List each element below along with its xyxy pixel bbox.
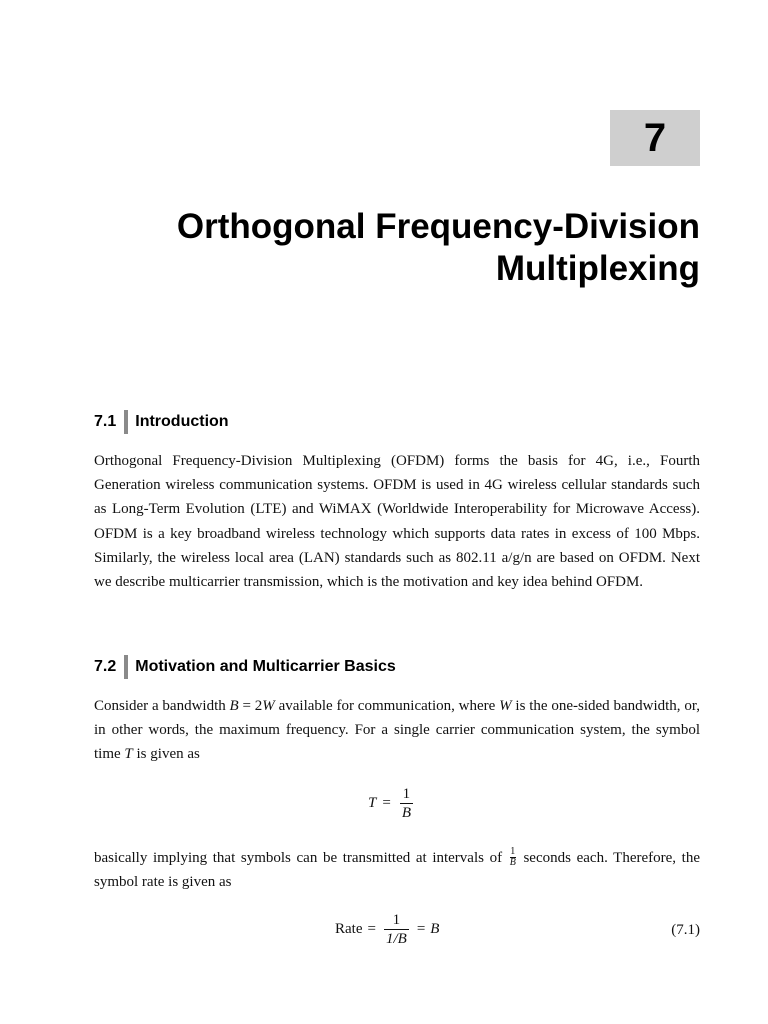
text-run: basically implying that symbols can be transmitted at intervals of [94,850,508,866]
equals-sign: = [382,795,391,811]
text-run: seconds each. Therefore, the symbol rate is given as [94,850,701,891]
fraction-denominator: B [401,805,411,821]
motivation-paragraph [94,694,700,767]
section-divider-bar [124,410,128,434]
text-run: available for communication, where [274,698,500,714]
math-symbol: B [229,698,239,714]
math-symbol: W [499,698,512,714]
equation-number: (7.1) [671,922,700,938]
section-heading-7-2 [94,655,396,679]
text-run: is given as [132,746,200,763]
section-title: Motivation and Multicarrier Basics [135,658,396,675]
chapter-number-box [610,110,700,166]
section-number: 7.1 [94,413,117,430]
chapter-title [60,206,700,290]
fraction-numerator: 1 [510,846,516,858]
section-divider-bar [124,655,128,679]
chapter-number: 7 [643,115,667,160]
section-number: 7.2 [94,658,117,675]
interval-paragraph [94,846,700,894]
chapter-title-line2: Multiplexing [495,249,700,288]
equation-symbol-rate [335,912,439,947]
text-run: = 2 [238,698,263,714]
fraction-numerator: 1 [402,786,411,802]
math-symbol: T [124,746,133,763]
fraction-denominator: B [509,857,516,869]
equals-sign: = [367,921,376,937]
equation-rhs: B [430,921,440,937]
intro-paragraph: Orthogonal Frequency-Division Multiplexing (OFDM) forms the basis for 4G, i.e., Fourth Generation wireless communication systems. OFDM is used in 4G wireless cellular standards such as Long-Term Evolution (LTE) and WiMAX (Worldwide Interoperability for Microwave Access). OFDM is a key broadband wireless technology which supports data rates in excess of 100 Mbps. Similarly, the wireless local area (LAN) standards such as 802.11 a/g/n are based on OFDM. Next we describe multicarrier transmission, which is the motivation and key idea behind OFDM. [94,453,700,591]
equation-lhs: T [368,795,377,811]
fraction [400,786,413,821]
equation-symbol-time [368,786,416,821]
fraction-numerator: 1 [392,912,401,928]
chapter-title-line1: Orthogonal Frequency-Division [176,207,700,246]
section-title: Introduction [135,413,229,430]
equation-lhs: Rate [335,921,363,937]
inline-fraction [510,847,516,868]
section-heading-7-1 [94,410,229,434]
math-symbol: W [262,698,275,714]
text-run: is the one-sided bandwidth, or, in other words, the maximum frequency. For a single carrier communication system, the symbol time [94,698,700,763]
fraction [384,912,409,947]
text-run: Consider a bandwidth [94,698,230,714]
equals-sign: = [416,921,426,937]
fraction-denominator: 1/B [385,931,407,947]
